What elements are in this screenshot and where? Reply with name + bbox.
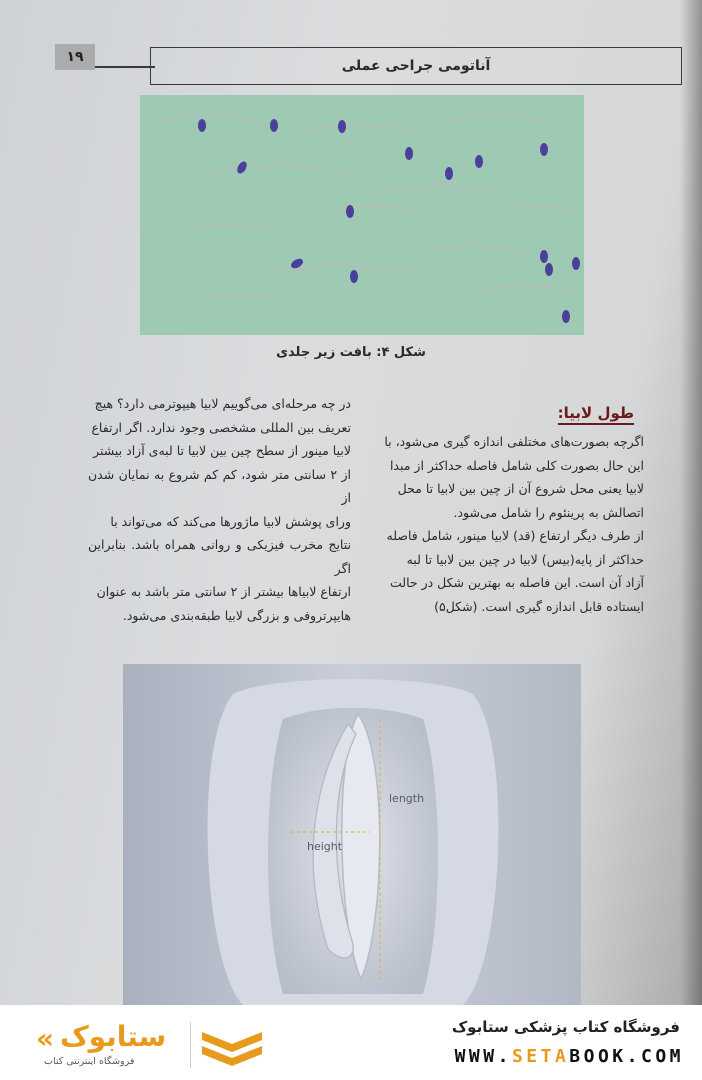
- text-line: تعریف بین المللی مشخصی وجود ندارد. اگر ارتفاع: [91, 419, 351, 435]
- figure-4-caption: شکل ۴: بافت زیر جلدی: [276, 345, 426, 360]
- text-line: لابیا مینور از سطح چین بین لابیا تا لبه‌ی آزاد بیشتر: [93, 443, 351, 458]
- store-name: فروشگاه کتاب پزشکی ستابوک: [451, 1018, 680, 1036]
- running-title: آناتومی جراحی عملی: [150, 47, 682, 85]
- length-label: length: [389, 792, 425, 805]
- logo-divider: [190, 1022, 191, 1068]
- text-line: ایستاده قابل اندازه گیری است. (شکل۵): [434, 598, 644, 614]
- page-spine-shadow: [680, 0, 702, 1005]
- figure-labia-measurement: [123, 664, 581, 1005]
- text-line: حداکثر از پایه(بیس) لابیا در چین بین لابیا تا لبه: [406, 551, 644, 567]
- text-line: نتایج مخرب فیزیکی و روانی همراه باشد. بنابراین اگر: [88, 537, 351, 576]
- text-line: از ۲ سانتی متر شود، کم کم شروع به نمایان شدن از: [88, 466, 351, 505]
- text-line: لابیا یعنی محل شروع آن از چین بین لابیا تا محل: [397, 481, 644, 496]
- store-url[interactable]: WWW.SETABOOK.COM: [454, 1046, 684, 1067]
- brand-name: ستابوک: [60, 1020, 167, 1053]
- brand-arrows-icon: «: [36, 1022, 55, 1055]
- text-line: ارتفاع لابیاها بیشتر از ۲ سانتی متر باشد به عنوان: [96, 584, 351, 599]
- header-rule: [95, 66, 155, 68]
- right-text-column: [344, 430, 644, 618]
- brand-tagline: فروشگاه اینترنتی کتاب: [44, 1056, 135, 1067]
- book-logo-icon: [196, 1020, 268, 1070]
- text-line: اگرچه بصورت‌های مختلفی اندازه گیری می‌شود، با: [384, 434, 644, 449]
- height-label: height: [307, 840, 343, 853]
- text-line: این حال بصورت کلی شامل فاصله حداکثر از مبدا: [389, 457, 644, 473]
- figure-subcutaneous-tissue: [140, 95, 584, 335]
- text-line: ورای پوشش لابیا ماژورها می‌کند که می‌تواند با: [110, 513, 351, 529]
- text-line: از طرف دیگر ارتفاع (قد) لابیا مینور، شامل فاصله: [386, 528, 644, 543]
- section-title: طول لابیا:: [558, 404, 634, 425]
- left-text-column: [88, 392, 351, 627]
- anatomy-illustration: [123, 664, 581, 1005]
- text-line: در چه مرحله‌ای می‌گوییم لابیا هیپوترمی دارد؟ هیچ: [94, 396, 351, 411]
- page-number: ۱۹: [55, 44, 95, 70]
- text-line: اتصالش به پرینئوم را شامل می‌شود.: [453, 504, 644, 520]
- text-line: هایپرتروفی و بزرگی لابیا طبقه‌بندی می‌شود.: [122, 607, 351, 623]
- text-line: آزاد آن است. این فاصله به بهترین شکل در حالت: [389, 575, 644, 590]
